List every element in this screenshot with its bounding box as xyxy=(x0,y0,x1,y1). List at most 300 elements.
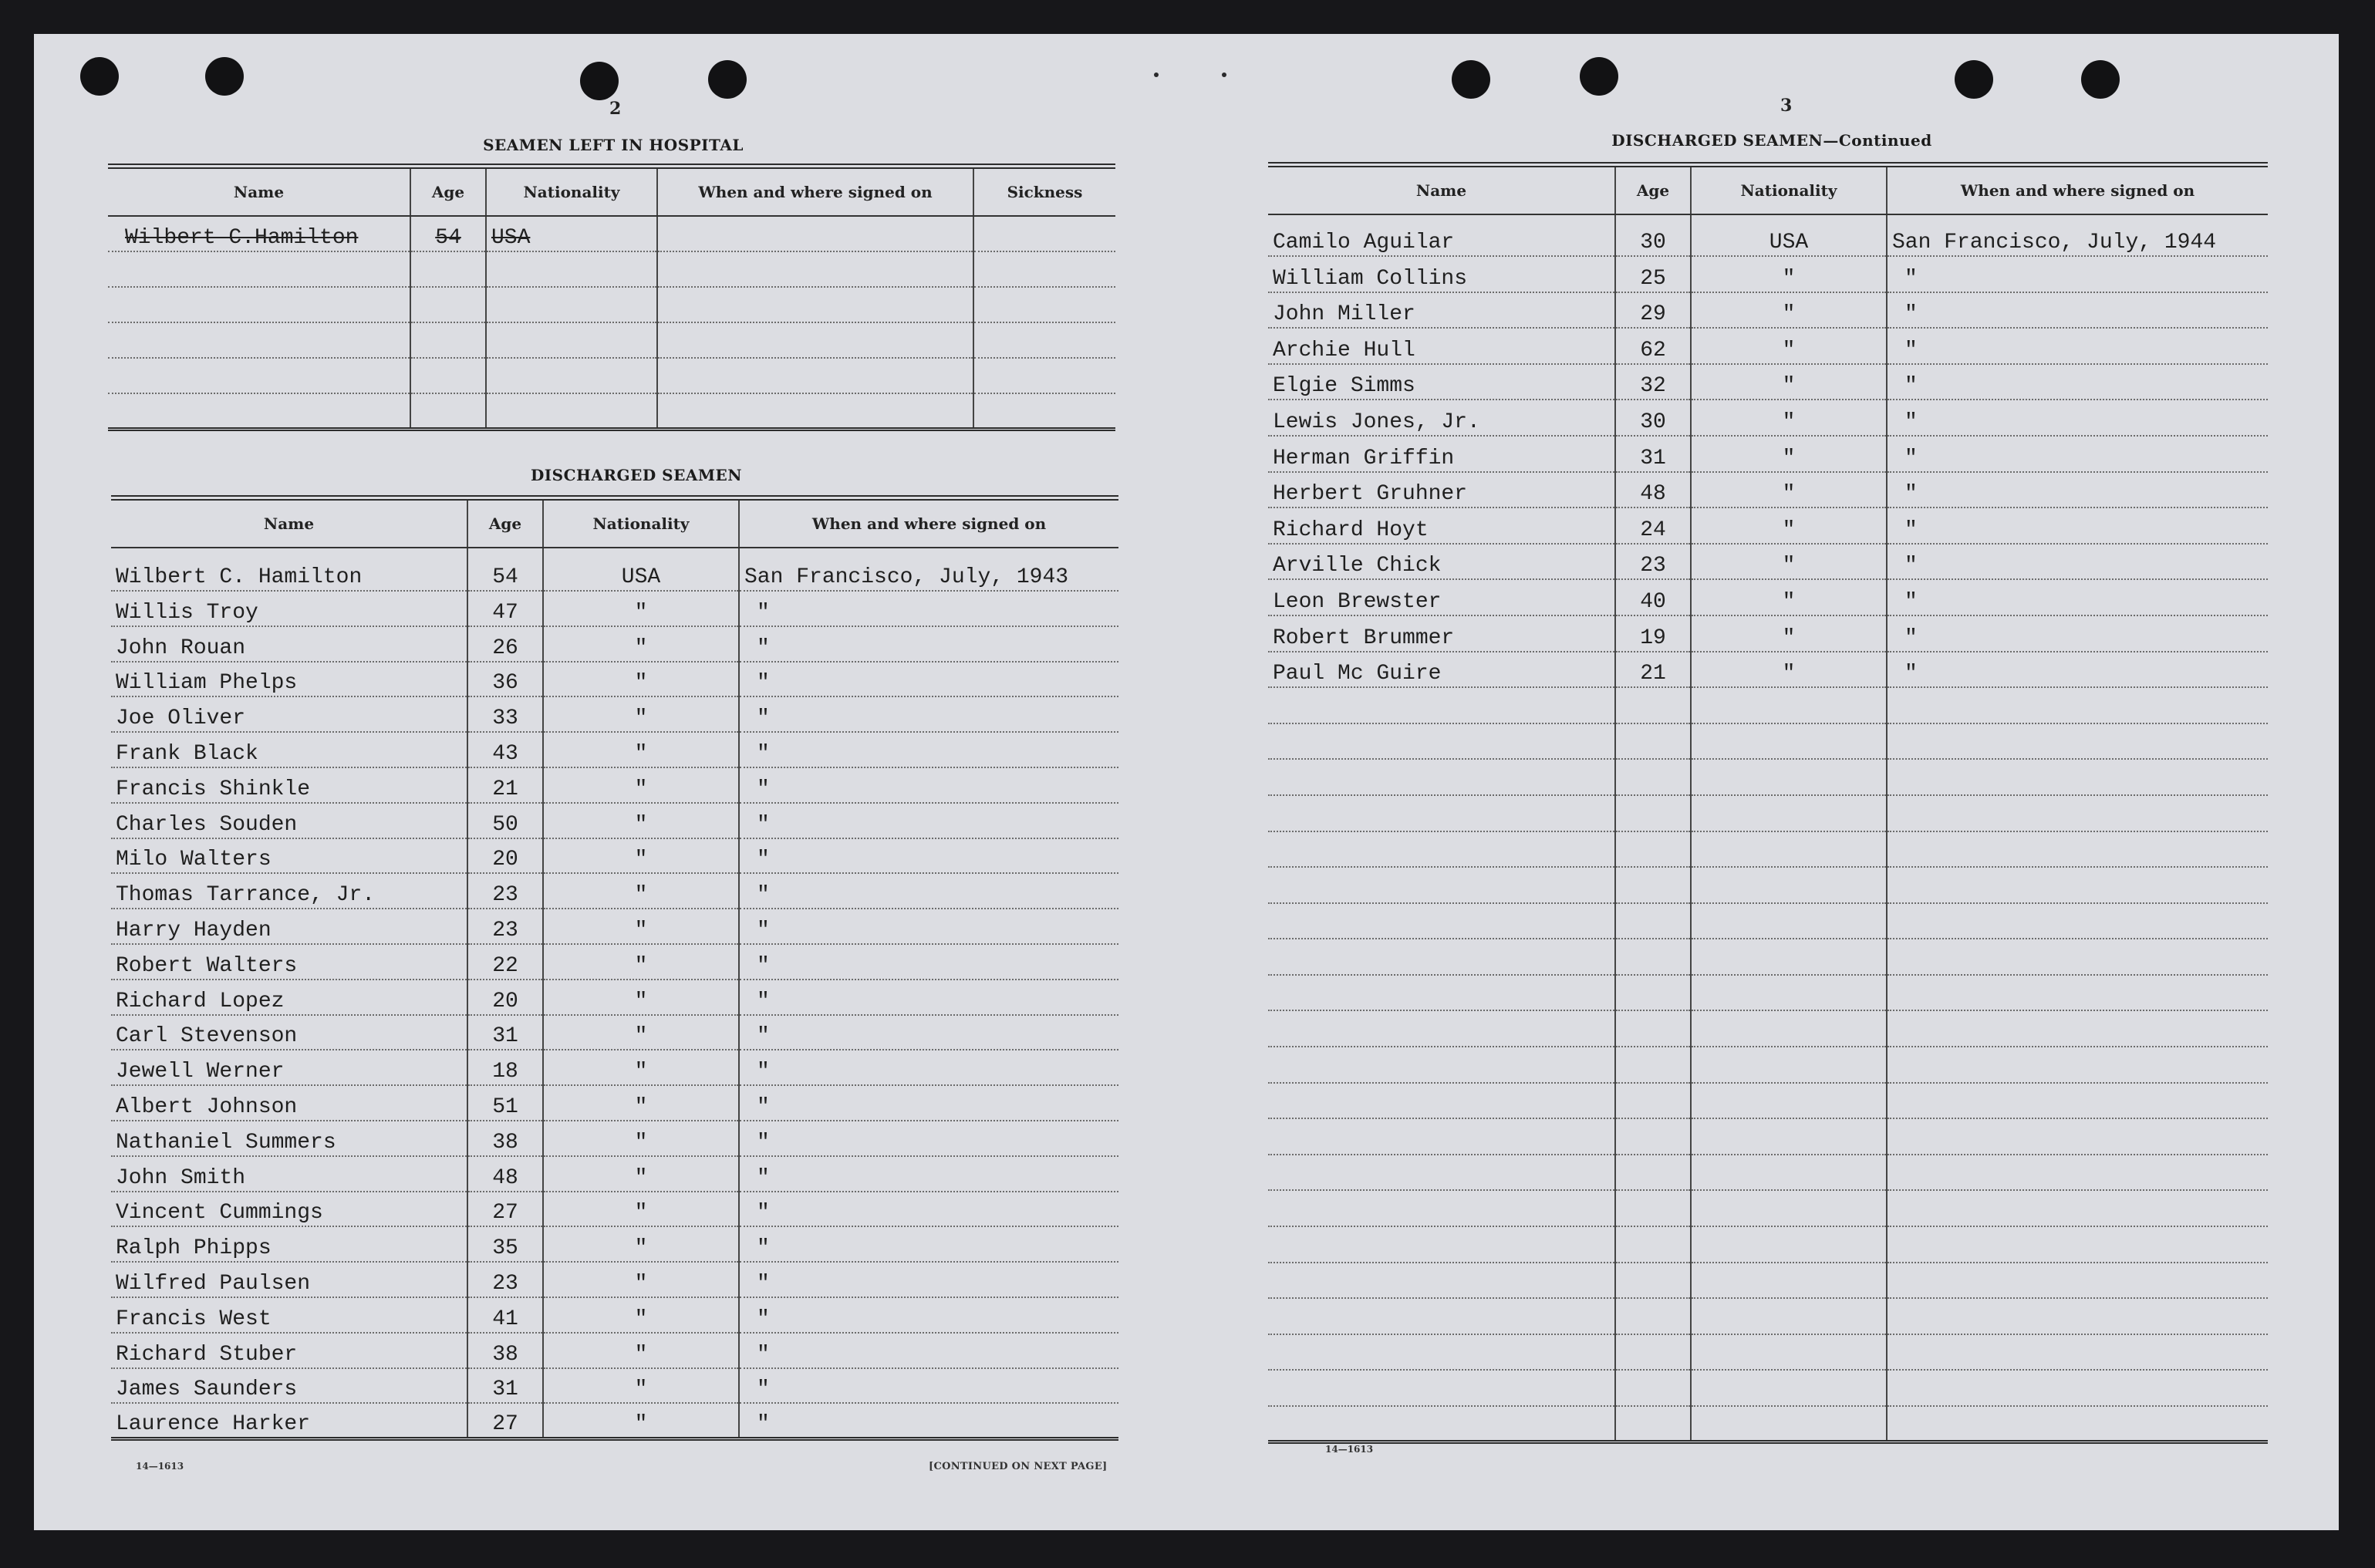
nationality-cell xyxy=(1691,1190,1887,1226)
signed-on-cell xyxy=(657,251,973,287)
name-cell xyxy=(108,322,410,358)
name-cell: William Collins xyxy=(1268,256,1615,292)
discharged-rows xyxy=(111,548,1118,1438)
table-row xyxy=(108,251,1115,287)
table-row xyxy=(1268,1226,2268,1263)
nationality-cell: " xyxy=(1691,615,1887,652)
hospital-table xyxy=(108,164,1115,431)
table-row xyxy=(1268,214,2268,256)
nationality-cell: " xyxy=(543,591,739,626)
name-cell: Milo Walters xyxy=(111,838,467,874)
column-header-name: Name xyxy=(108,167,410,217)
nationality-cell xyxy=(486,358,657,393)
signed-on-cell: " xyxy=(739,732,1118,767)
name-cell xyxy=(108,251,410,287)
log-sheet xyxy=(34,34,2339,1530)
nationality-cell xyxy=(1691,1334,1887,1371)
signed-on-cell xyxy=(1887,867,2268,903)
table-row xyxy=(111,591,1118,626)
table-row xyxy=(1268,1406,2268,1442)
discharged-continued-table xyxy=(1268,162,2268,1444)
nationality-cell: " xyxy=(543,803,739,838)
table-row xyxy=(108,216,1115,251)
signed-on-cell xyxy=(1887,1118,2268,1155)
signed-on-cell: " xyxy=(739,1403,1118,1438)
age-cell xyxy=(1615,1298,1691,1334)
nationality-cell: " xyxy=(543,696,739,732)
name-cell: Carl Stevenson xyxy=(111,1015,467,1050)
signed-on-cell xyxy=(1887,759,2268,795)
table-row xyxy=(1268,472,2268,508)
name-cell: Frank Black xyxy=(111,732,467,767)
table-row xyxy=(111,1297,1118,1333)
name-cell xyxy=(108,393,410,429)
column-header-nationality: Nationality xyxy=(543,498,739,548)
page-number: 3 xyxy=(1780,96,1793,116)
age-cell xyxy=(410,322,486,358)
age-cell: 24 xyxy=(1615,507,1691,544)
table-row xyxy=(1268,795,2268,831)
signed-on-cell: " xyxy=(739,696,1118,732)
nationality-cell xyxy=(1691,1047,1887,1083)
table-row xyxy=(1268,507,2268,544)
form-number: 14—1613 xyxy=(1325,1444,1374,1455)
nationality-cell: USA xyxy=(1691,214,1887,256)
table-row xyxy=(1268,867,2268,903)
nationality-cell: USA xyxy=(543,548,739,591)
age-cell: 38 xyxy=(467,1121,543,1156)
column-header-name: Name xyxy=(1268,165,1615,215)
sickness-cell xyxy=(973,216,1115,251)
discharged-table xyxy=(111,495,1118,1441)
hospital-title: SEAMEN LEFT IN HOSPITAL xyxy=(483,136,744,154)
punch-hole xyxy=(1955,60,1993,99)
age-cell xyxy=(1615,903,1691,939)
signed-on-cell: " xyxy=(739,1226,1118,1262)
table-row xyxy=(1268,292,2268,329)
sickness-cell xyxy=(973,322,1115,358)
table-row xyxy=(111,732,1118,767)
table-row xyxy=(1268,1155,2268,1191)
name-cell xyxy=(1268,1118,1615,1155)
nationality-cell: " xyxy=(543,1121,739,1156)
table-row xyxy=(111,1085,1118,1121)
table-row xyxy=(111,944,1118,980)
table-row xyxy=(111,909,1118,944)
age-cell xyxy=(1615,1370,1691,1406)
table-row xyxy=(108,393,1115,429)
signed-on-cell: " xyxy=(1887,292,2268,329)
nationality-cell xyxy=(1691,975,1887,1011)
table-row xyxy=(111,873,1118,909)
age-cell xyxy=(1615,1155,1691,1191)
name-cell xyxy=(1268,867,1615,903)
signed-on-cell: " xyxy=(739,980,1118,1015)
age-cell: 23 xyxy=(467,1262,543,1297)
age-cell: 32 xyxy=(1615,364,1691,400)
nationality-cell xyxy=(1691,1010,1887,1047)
page-number: 2 xyxy=(609,99,622,119)
age-cell xyxy=(1615,1263,1691,1299)
speck xyxy=(1154,72,1159,77)
signed-on-cell: " xyxy=(739,1015,1118,1050)
table-row xyxy=(1268,831,2268,868)
name-cell: Francis Shinkle xyxy=(111,767,467,803)
table-row xyxy=(1268,975,2268,1011)
signed-on-cell: " xyxy=(739,1262,1118,1297)
signed-on-cell xyxy=(1887,939,2268,975)
nationality-cell: " xyxy=(1691,652,1887,688)
signed-on-cell xyxy=(1887,1010,2268,1047)
table-row xyxy=(111,548,1118,591)
table-row xyxy=(108,358,1115,393)
column-header-signed-on: When and where signed on xyxy=(1887,165,2268,215)
nationality-cell: " xyxy=(543,1085,739,1121)
age-cell: 29 xyxy=(1615,292,1691,329)
name-cell: Richard Lopez xyxy=(111,980,467,1015)
signed-on-cell xyxy=(1887,1334,2268,1371)
age-cell: 23 xyxy=(467,873,543,909)
age-cell xyxy=(1615,1118,1691,1155)
table-row xyxy=(111,1333,1118,1368)
age-cell xyxy=(1615,795,1691,831)
age-cell: 47 xyxy=(467,591,543,626)
age-cell: 21 xyxy=(467,767,543,803)
table-row xyxy=(111,1050,1118,1085)
table-row xyxy=(1268,687,2268,723)
nationality-cell: " xyxy=(1691,472,1887,508)
signed-on-cell xyxy=(1887,1190,2268,1226)
name-cell: Elgie Simms xyxy=(1268,364,1615,400)
signed-on-cell: " xyxy=(739,1297,1118,1333)
table-row xyxy=(111,1262,1118,1297)
nationality-cell: " xyxy=(1691,292,1887,329)
sickness-cell xyxy=(973,251,1115,287)
name-cell: Joe Oliver xyxy=(111,696,467,732)
column-header-age: Age xyxy=(1615,165,1691,215)
nationality-cell xyxy=(1691,1226,1887,1263)
table-row xyxy=(108,322,1115,358)
age-cell xyxy=(1615,687,1691,723)
signed-on-cell xyxy=(1887,1263,2268,1299)
signed-on-cell: San Francisco, July, 1943 xyxy=(739,548,1118,591)
nationality-cell: " xyxy=(543,1368,739,1404)
age-cell: 54 xyxy=(467,548,543,591)
name-cell xyxy=(1268,831,1615,868)
signed-on-cell xyxy=(1887,831,2268,868)
table-row xyxy=(1268,903,2268,939)
age-cell xyxy=(1615,723,1691,760)
signed-on-cell: " xyxy=(739,944,1118,980)
table-row xyxy=(1268,615,2268,652)
signed-on-cell: " xyxy=(1887,507,2268,544)
nationality-cell: " xyxy=(543,626,739,662)
nationality-cell: " xyxy=(543,732,739,767)
hospital-rows xyxy=(108,216,1115,429)
table-row xyxy=(111,1192,1118,1227)
signed-on-cell: " xyxy=(739,1156,1118,1192)
discharged-continued-title: DISCHARGED SEAMEN—Continued xyxy=(1611,131,1932,150)
signed-on-cell xyxy=(1887,1298,2268,1334)
signed-on-cell xyxy=(1887,1370,2268,1406)
punch-hole xyxy=(205,57,244,96)
nationality-cell: " xyxy=(1691,364,1887,400)
name-cell: Albert Johnson xyxy=(111,1085,467,1121)
age-cell: 40 xyxy=(1615,579,1691,615)
age-cell: 38 xyxy=(467,1333,543,1368)
age-cell xyxy=(1615,831,1691,868)
discharged-continued-rows xyxy=(1268,214,2268,1442)
age-cell: 33 xyxy=(467,696,543,732)
age-cell: 20 xyxy=(467,838,543,874)
table-row xyxy=(1268,328,2268,364)
name-cell: Wilfred Paulsen xyxy=(111,1262,467,1297)
table-row xyxy=(111,1403,1118,1438)
nationality-cell: " xyxy=(543,1050,739,1085)
age-cell: 30 xyxy=(1615,214,1691,256)
signed-on-cell xyxy=(1887,687,2268,723)
name-cell: John Miller xyxy=(1268,292,1615,329)
name-cell xyxy=(1268,1190,1615,1226)
name-cell: Harry Hayden xyxy=(111,909,467,944)
age-cell: 31 xyxy=(467,1368,543,1404)
nationality-cell: " xyxy=(1691,507,1887,544)
nationality-cell: " xyxy=(543,1156,739,1192)
age-cell: 20 xyxy=(467,980,543,1015)
nationality-cell: " xyxy=(543,1226,739,1262)
table-row xyxy=(1268,256,2268,292)
table-row xyxy=(111,1368,1118,1404)
signed-on-cell: " xyxy=(739,1085,1118,1121)
signed-on-cell xyxy=(657,216,973,251)
table-row xyxy=(1268,436,2268,472)
table-row xyxy=(111,767,1118,803)
name-cell xyxy=(1268,939,1615,975)
age-cell: 23 xyxy=(467,909,543,944)
signed-on-cell xyxy=(657,287,973,322)
age-cell: 19 xyxy=(1615,615,1691,652)
sickness-cell xyxy=(973,287,1115,322)
column-header-nationality: Nationality xyxy=(1691,165,1887,215)
table-row xyxy=(111,1226,1118,1262)
table-row xyxy=(1268,1118,2268,1155)
continued-note: [CONTINUED ON NEXT PAGE] xyxy=(929,1461,1108,1472)
name-cell: Nathaniel Summers xyxy=(111,1121,467,1156)
nationality-cell xyxy=(1691,723,1887,760)
age-cell xyxy=(1615,939,1691,975)
name-cell xyxy=(1268,1334,1615,1371)
name-cell xyxy=(1268,795,1615,831)
name-cell: Lewis Jones, Jr. xyxy=(1268,400,1615,436)
age-cell xyxy=(410,358,486,393)
nationality-cell: USA xyxy=(486,216,657,251)
age-cell: 51 xyxy=(467,1085,543,1121)
age-cell: 43 xyxy=(467,732,543,767)
nationality-cell xyxy=(1691,1263,1887,1299)
signed-on-cell: " xyxy=(739,1050,1118,1085)
name-cell: Charles Souden xyxy=(111,803,467,838)
name-cell xyxy=(1268,723,1615,760)
nationality-cell: " xyxy=(1691,544,1887,580)
table-row xyxy=(1268,723,2268,760)
table-row xyxy=(1268,939,2268,975)
nationality-cell xyxy=(486,287,657,322)
name-cell xyxy=(1268,1406,1615,1442)
column-header-age: Age xyxy=(410,167,486,217)
punch-hole xyxy=(1580,57,1618,96)
nationality-cell: " xyxy=(543,980,739,1015)
punch-hole xyxy=(2081,60,2120,99)
name-cell: James Saunders xyxy=(111,1368,467,1404)
name-cell: Leon Brewster xyxy=(1268,579,1615,615)
column-header-nationality: Nationality xyxy=(486,167,657,217)
nationality-cell: " xyxy=(543,1297,739,1333)
nationality-cell: " xyxy=(1691,256,1887,292)
signed-on-cell: " xyxy=(739,1192,1118,1227)
table-row xyxy=(1268,1190,2268,1226)
age-cell: 50 xyxy=(467,803,543,838)
nationality-cell: " xyxy=(543,767,739,803)
name-cell: William Phelps xyxy=(111,662,467,697)
signed-on-cell: " xyxy=(739,1333,1118,1368)
nationality-cell xyxy=(1691,1083,1887,1119)
signed-on-cell xyxy=(657,322,973,358)
nationality-cell: " xyxy=(1691,328,1887,364)
column-header-signed-on: When and where signed on xyxy=(739,498,1118,548)
column-header-name: Name xyxy=(111,498,467,548)
name-cell: Paul Mc Guire xyxy=(1268,652,1615,688)
table-row xyxy=(1268,544,2268,580)
signed-on-cell xyxy=(1887,975,2268,1011)
name-cell xyxy=(1268,759,1615,795)
nationality-cell: " xyxy=(543,1403,739,1438)
signed-on-cell: " xyxy=(1887,579,2268,615)
signed-on-cell: " xyxy=(739,767,1118,803)
nationality-cell xyxy=(1691,1118,1887,1155)
name-cell: Francis West xyxy=(111,1297,467,1333)
signed-on-cell: " xyxy=(739,873,1118,909)
table-row xyxy=(111,626,1118,662)
signed-on-cell: " xyxy=(739,626,1118,662)
name-cell: Richard Hoyt xyxy=(1268,507,1615,544)
age-cell xyxy=(1615,1190,1691,1226)
age-cell xyxy=(1615,1334,1691,1371)
table-row xyxy=(111,1156,1118,1192)
age-cell xyxy=(410,287,486,322)
nationality-cell xyxy=(1691,831,1887,868)
name-cell: Robert Walters xyxy=(111,944,467,980)
age-cell xyxy=(1615,1406,1691,1442)
nationality-cell: " xyxy=(1691,400,1887,436)
table-row xyxy=(1268,1083,2268,1119)
age-cell: 21 xyxy=(1615,652,1691,688)
name-cell: Archie Hull xyxy=(1268,328,1615,364)
punch-hole xyxy=(580,62,619,100)
punch-hole xyxy=(708,60,747,99)
signed-on-cell xyxy=(1887,1155,2268,1191)
table-row xyxy=(111,838,1118,874)
signed-on-cell xyxy=(657,393,973,429)
age-cell: 30 xyxy=(1615,400,1691,436)
signed-on-cell: " xyxy=(1887,400,2268,436)
name-cell xyxy=(1268,1298,1615,1334)
name-cell xyxy=(1268,975,1615,1011)
signed-on-cell: " xyxy=(739,838,1118,874)
column-header-age: Age xyxy=(467,498,543,548)
punch-hole xyxy=(1452,60,1490,99)
signed-on-cell xyxy=(1887,723,2268,760)
name-cell xyxy=(1268,1155,1615,1191)
nationality-cell: " xyxy=(543,1192,739,1227)
name-cell: Herman Griffin xyxy=(1268,436,1615,472)
nationality-cell: " xyxy=(543,1262,739,1297)
name-cell xyxy=(1268,1047,1615,1083)
speck xyxy=(1222,72,1226,77)
signed-on-cell: " xyxy=(1887,364,2268,400)
table-row xyxy=(1268,652,2268,688)
signed-on-cell: " xyxy=(739,803,1118,838)
sickness-cell xyxy=(973,358,1115,393)
table-row xyxy=(108,287,1115,322)
name-cell: Willis Troy xyxy=(111,591,467,626)
age-cell xyxy=(1615,975,1691,1011)
name-cell xyxy=(108,358,410,393)
age-cell xyxy=(1615,1047,1691,1083)
signed-on-cell xyxy=(1887,903,2268,939)
age-cell xyxy=(1615,1226,1691,1263)
age-cell: 48 xyxy=(1615,472,1691,508)
table-row xyxy=(1268,1370,2268,1406)
nationality-cell xyxy=(1691,1370,1887,1406)
age-cell xyxy=(1615,867,1691,903)
nationality-cell: " xyxy=(543,838,739,874)
table-row xyxy=(1268,759,2268,795)
signed-on-cell xyxy=(1887,1083,2268,1119)
age-cell: 35 xyxy=(467,1226,543,1262)
signed-on-cell xyxy=(657,358,973,393)
age-cell xyxy=(410,393,486,429)
table-row xyxy=(111,662,1118,697)
nationality-cell xyxy=(1691,795,1887,831)
age-cell: 23 xyxy=(1615,544,1691,580)
table-row xyxy=(1268,364,2268,400)
column-header-sickness: Sickness xyxy=(973,167,1115,217)
age-cell xyxy=(1615,759,1691,795)
signed-on-cell: " xyxy=(739,909,1118,944)
form-number: 14—1613 xyxy=(136,1461,184,1472)
signed-on-cell xyxy=(1887,795,2268,831)
nationality-cell xyxy=(486,322,657,358)
nationality-cell xyxy=(1691,759,1887,795)
nationality-cell xyxy=(486,251,657,287)
nationality-cell: " xyxy=(1691,579,1887,615)
age-cell: 27 xyxy=(467,1192,543,1227)
table-row xyxy=(1268,400,2268,436)
signed-on-cell xyxy=(1887,1047,2268,1083)
signed-on-cell: " xyxy=(1887,544,2268,580)
signed-on-cell: " xyxy=(1887,472,2268,508)
age-cell xyxy=(1615,1010,1691,1047)
signed-on-cell: " xyxy=(1887,256,2268,292)
nationality-cell: " xyxy=(543,1333,739,1368)
name-cell xyxy=(1268,1010,1615,1047)
age-cell: 25 xyxy=(1615,256,1691,292)
name-cell: Thomas Tarrance, Jr. xyxy=(111,873,467,909)
nationality-cell: " xyxy=(543,662,739,697)
table-row xyxy=(1268,1334,2268,1371)
name-cell: Jewell Werner xyxy=(111,1050,467,1085)
table-row xyxy=(1268,579,2268,615)
